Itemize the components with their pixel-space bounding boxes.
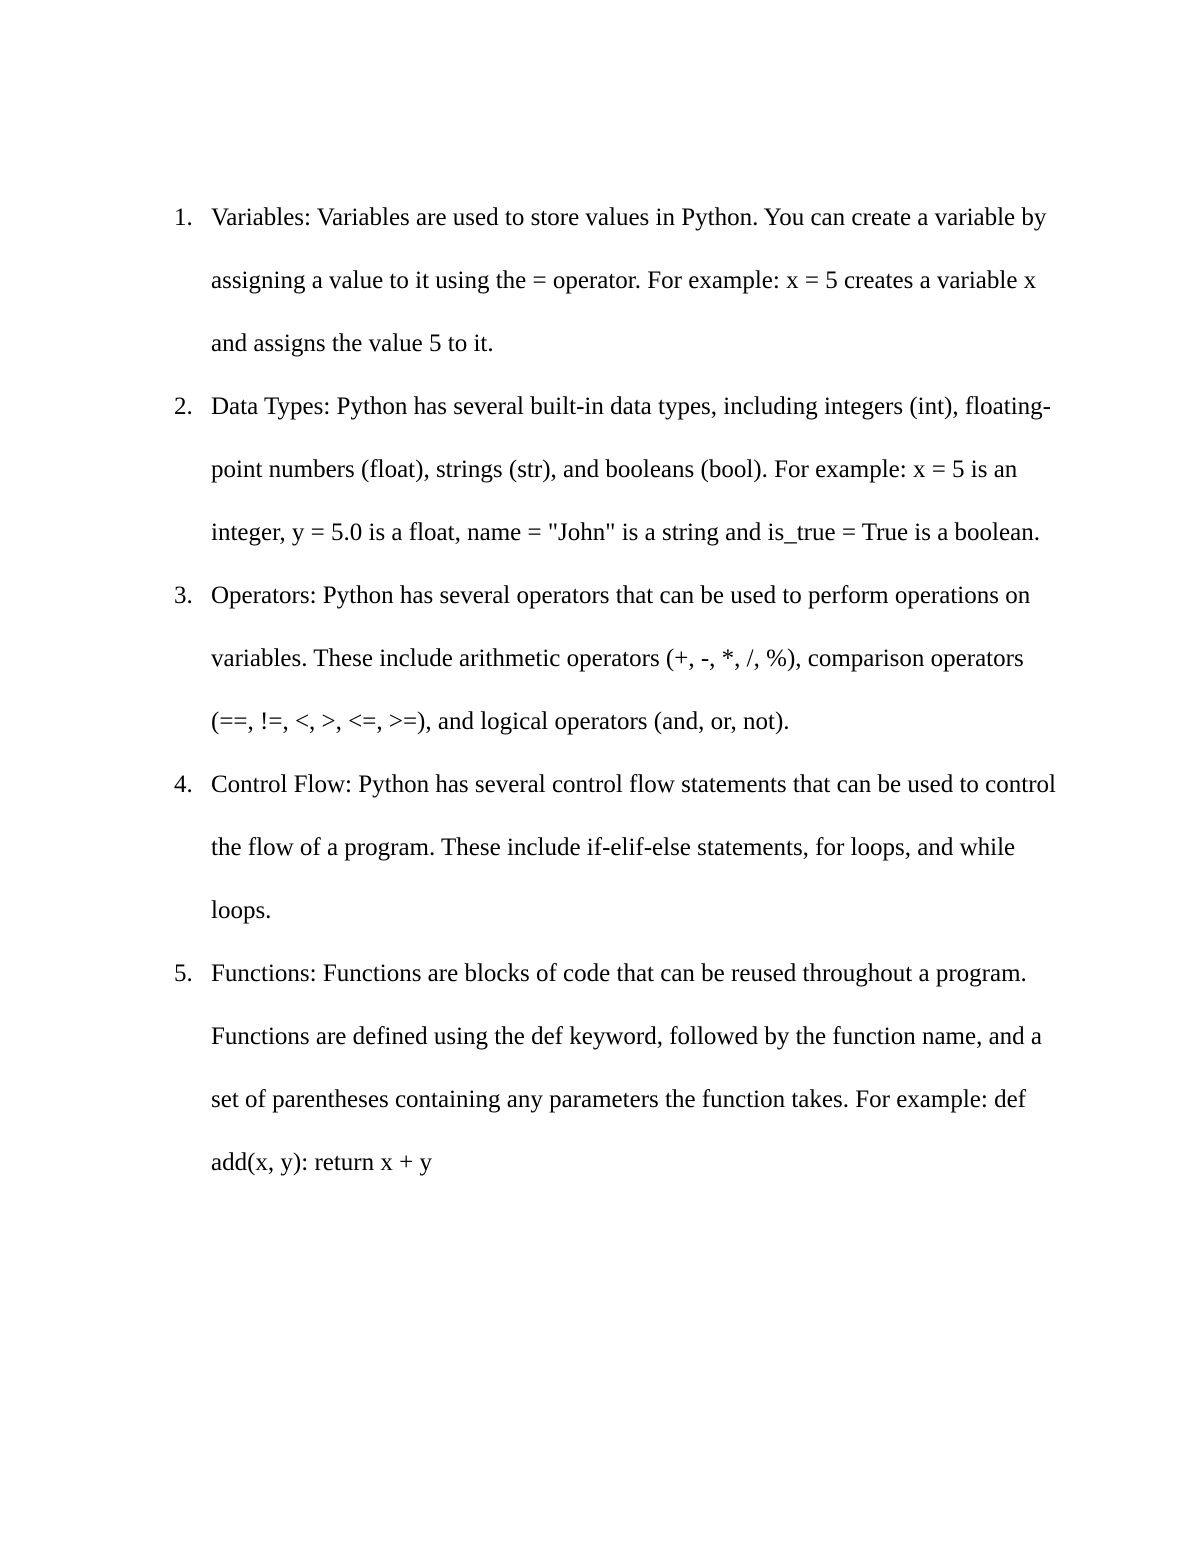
list-item [0,753,1071,942]
list-item-text: Control Flow: Python has several control flow statements that can be used to control the flow of a program. These include if-elif-else statements, for loops, and while loops. [211,771,1056,924]
numbered-list [0,186,1200,1194]
list-item [0,564,1071,753]
list-item-number: 1. [174,204,193,231]
list-item-number: 2. [174,393,193,420]
list-item-text: Variables: Variables are used to store values in Python. You can create a variable by assigning a value to it using the = operator. For example: x = 5 creates a variable x and assigns the value 5 to it. [211,204,1047,357]
list-item-text: Functions: Functions are blocks of code that can be reused throughout a program. Functions are defined using the def keyword, followed by the function name, and a set of parentheses containing any parameters the function takes. For example: def add(x, y): return x + y [211,960,1043,1176]
list-item-text: Data Types: Python has several built-in data types, including integers (int), floating-point numbers (float), strings (str), and booleans (bool). For example: x = 5 is an integer, y = 5.0 is a float, name = "John" is a string and is_true = True is a boolean. [211,393,1051,546]
list-item-text: Operators: Python has several operators that can be used to perform operations on variables. These include arithmetic operators (+, -, *, /, %), comparison operators (==, !=, <, >, <=, >=), and logical operators (and, or, not). [211,582,1031,735]
list-item-number: 5. [174,960,193,987]
list-item [0,375,1071,564]
list-item [0,186,1071,375]
list-item-number: 4. [174,771,193,798]
list-item [0,942,1071,1194]
list-item-number: 3. [174,582,193,609]
